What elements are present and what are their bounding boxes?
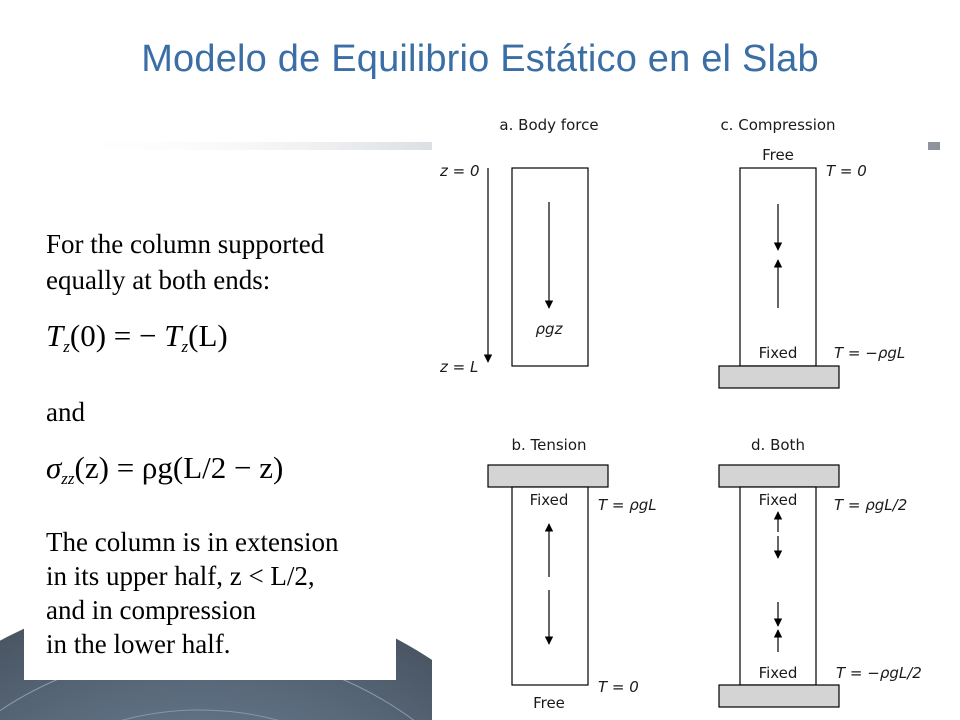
t-label: T = ρgL/2 xyxy=(834,496,908,514)
panel-both xyxy=(719,436,922,707)
text-line: in its upper half, z < L/2, xyxy=(46,561,315,591)
panel-a-title: a. Body force xyxy=(499,116,599,134)
equation-sigma: $\sigma_{zz}(z) = \rho g(L/2 - z)$ xyxy=(46,450,284,488)
text-line: and xyxy=(46,397,85,427)
panel-tension xyxy=(488,436,657,712)
t-label: T = −ρgL/2 xyxy=(836,664,922,682)
column-diagram xyxy=(432,112,928,720)
fixed-label: Fixed xyxy=(758,344,798,362)
panel-c-title: c. Compression xyxy=(720,116,836,134)
support-plate xyxy=(719,465,839,487)
panel-b-title: b. Tension xyxy=(511,436,587,454)
column-box xyxy=(512,487,588,685)
support-plate xyxy=(719,685,839,707)
free-label: Free xyxy=(533,694,565,712)
text-line: in the lower half. xyxy=(46,629,231,659)
text-line: The column is in extension xyxy=(46,527,339,557)
t-label: T = −ρgL xyxy=(834,344,906,362)
rho-g-z-label: ρgz xyxy=(535,320,563,338)
panel-compression xyxy=(719,116,905,388)
explanation-box xyxy=(24,208,396,680)
fixed-label: Fixed xyxy=(758,491,798,509)
z-zero-label: z = 0 xyxy=(440,162,480,180)
z-L-label: z = L xyxy=(440,358,479,376)
page-title: Modelo de Equilibrio Estático en el Slab xyxy=(141,38,819,80)
t-label: T = 0 xyxy=(598,678,639,696)
text-line: and in compression xyxy=(46,595,256,625)
fixed-label: Fixed xyxy=(529,491,569,509)
free-label: Free xyxy=(762,146,794,164)
fixed-label: Fixed xyxy=(758,664,798,682)
support-plate xyxy=(719,366,839,388)
support-plate xyxy=(488,465,608,487)
t-label: T = ρgL xyxy=(598,496,657,514)
t-label: T = 0 xyxy=(826,162,867,180)
text-line: For the column supported xyxy=(46,229,325,259)
panel-body-force xyxy=(439,116,599,376)
panel-d-title: d. Both xyxy=(751,436,805,454)
equation-tz: $T_z(0)$ = − $T_z(L)$ xyxy=(46,318,228,356)
text-line: equally at both ends: xyxy=(46,265,271,295)
